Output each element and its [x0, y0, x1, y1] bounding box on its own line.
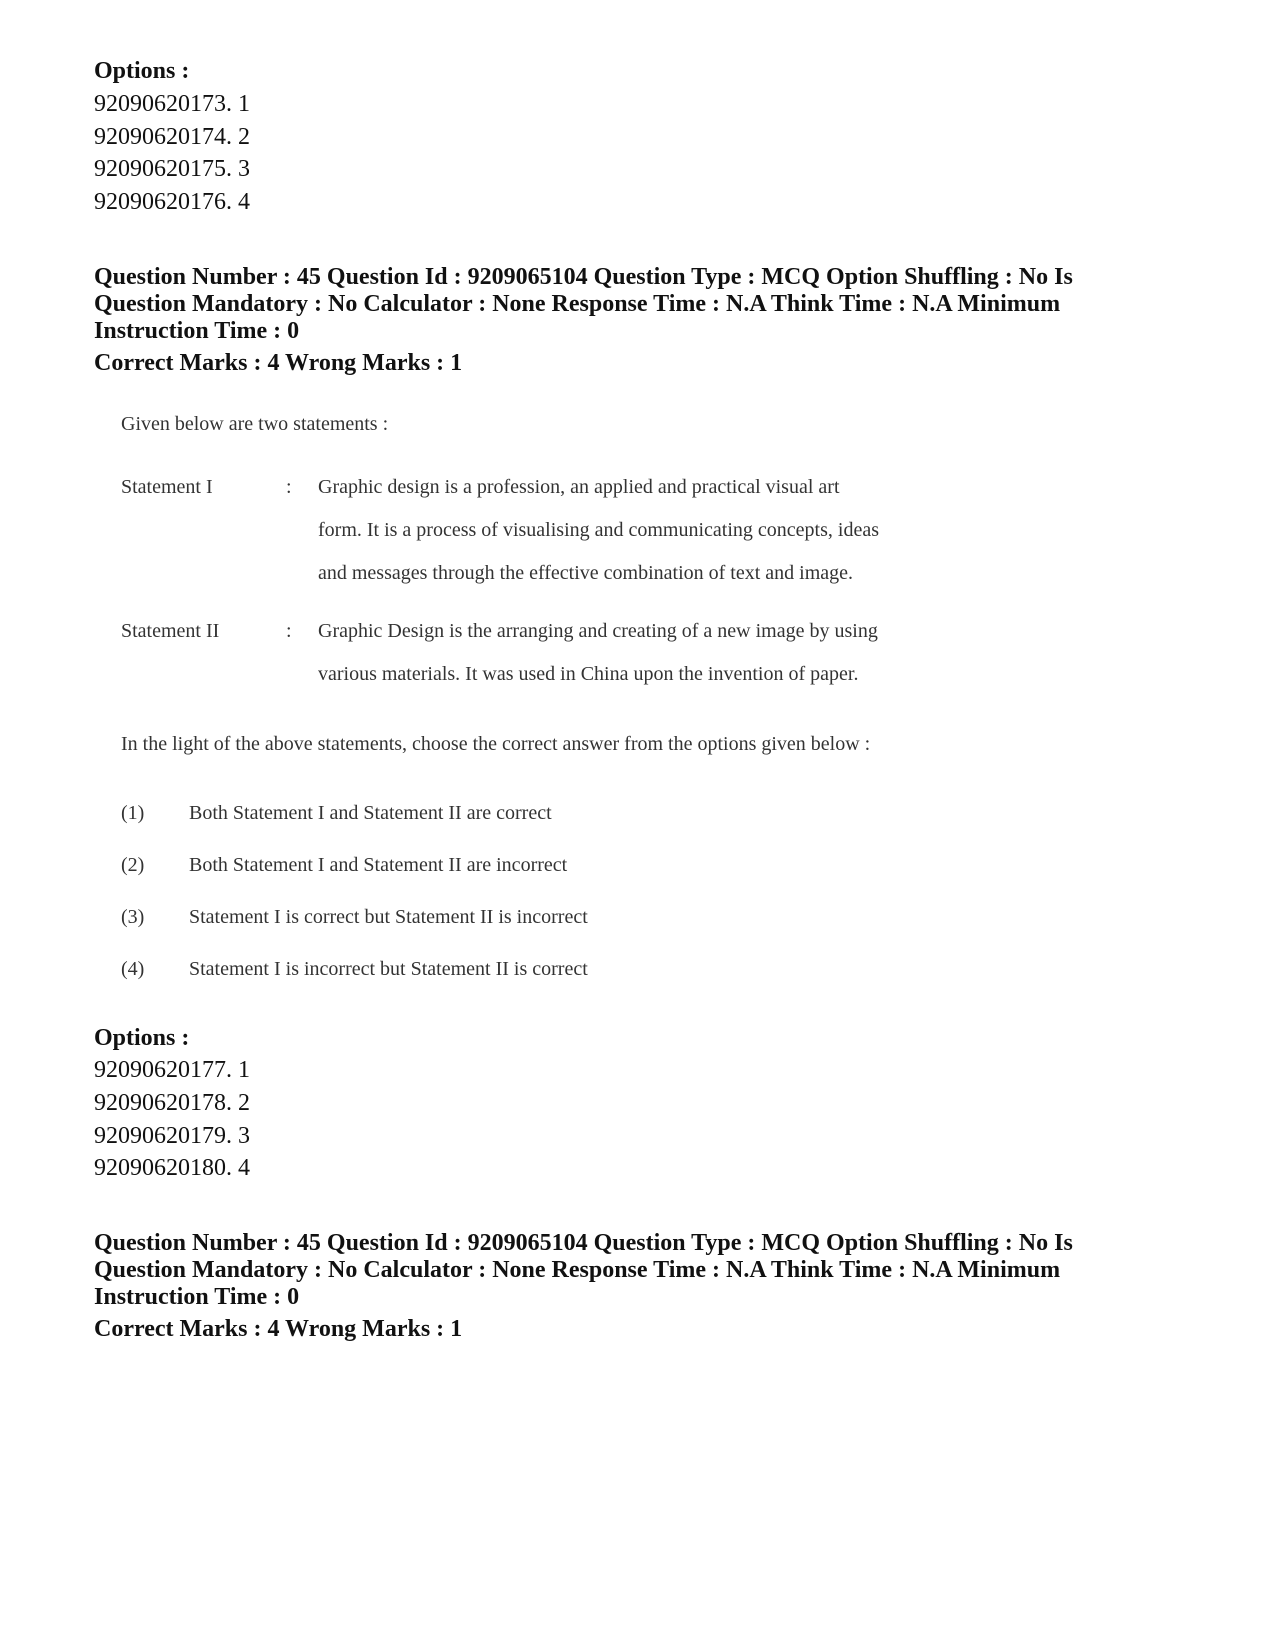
options-heading: Options :	[94, 1025, 190, 1051]
statement-1-text: and messages through the effective combination of text and image.	[318, 562, 854, 584]
choice-number: (2)	[121, 854, 145, 876]
statement-1-text: Graphic design is a profession, an applied and practical visual art	[318, 476, 840, 498]
option-line: 92090620175. 3	[94, 156, 250, 182]
option-line: 92090620177. 1	[94, 1057, 250, 1083]
question-meta	[94, 264, 1194, 345]
choice-text: Statement I is correct but Statement II is incorrect	[189, 906, 588, 928]
option-line: 92090620180. 4	[94, 1155, 250, 1181]
choice-number: (1)	[121, 802, 145, 824]
statement-2-separator: :	[286, 620, 292, 642]
choice-number: (4)	[121, 958, 145, 980]
statement-1-separator: :	[286, 476, 292, 498]
question-meta-line: Question Number : 45 Question Id : 9209065104 Question Type : MCQ Option Shuffling : No Is	[94, 264, 1073, 290]
question-meta-line: Instruction Time : 0	[94, 318, 300, 344]
statement-1-label: Statement I	[121, 476, 213, 498]
question-meta-line: Question Number : 45 Question Id : 9209065104 Question Type : MCQ Option Shuffling : No Is	[94, 1230, 1073, 1256]
question-meta-line: Question Mandatory : No Calculator : None Response Time : N.A Think Time : N.A Minimum	[94, 291, 1061, 317]
question-meta-line: Instruction Time : 0	[94, 1284, 300, 1310]
statement-2-text: Graphic Design is the arranging and creating of a new image by using	[318, 620, 878, 642]
option-line: 92090620173. 1	[94, 91, 250, 117]
choice-text: Statement I is incorrect but Statement II is correct	[189, 958, 588, 980]
question-meta	[94, 1230, 1194, 1311]
option-line: 92090620179. 3	[94, 1123, 250, 1149]
options-heading: Options :	[94, 58, 190, 84]
option-line: 92090620178. 2	[94, 1090, 250, 1116]
statement-2-label: Statement II	[121, 620, 220, 642]
question-intro: Given below are two statements :	[121, 413, 389, 435]
statement-2-text: various materials. It was used in China upon the invention of paper.	[318, 663, 859, 685]
statement-1-text: form. It is a process of visualising and communicating concepts, ideas	[318, 519, 879, 541]
choice-text: Both Statement I and Statement II are incorrect	[189, 854, 568, 876]
option-line: 92090620176. 4	[94, 189, 250, 215]
choice-text: Both Statement I and Statement II are correct	[189, 802, 552, 824]
question-instruction: In the light of the above statements, choose the correct answer from the options given below :	[121, 733, 871, 755]
question-meta-line: Question Mandatory : No Calculator : None Response Time : N.A Think Time : N.A Minimum	[94, 1257, 1061, 1283]
marks-line: Correct Marks : 4 Wrong Marks : 1	[94, 1316, 463, 1342]
option-line: 92090620174. 2	[94, 124, 250, 150]
choice-number: (3)	[121, 906, 145, 928]
marks-line: Correct Marks : 4 Wrong Marks : 1	[94, 350, 463, 376]
